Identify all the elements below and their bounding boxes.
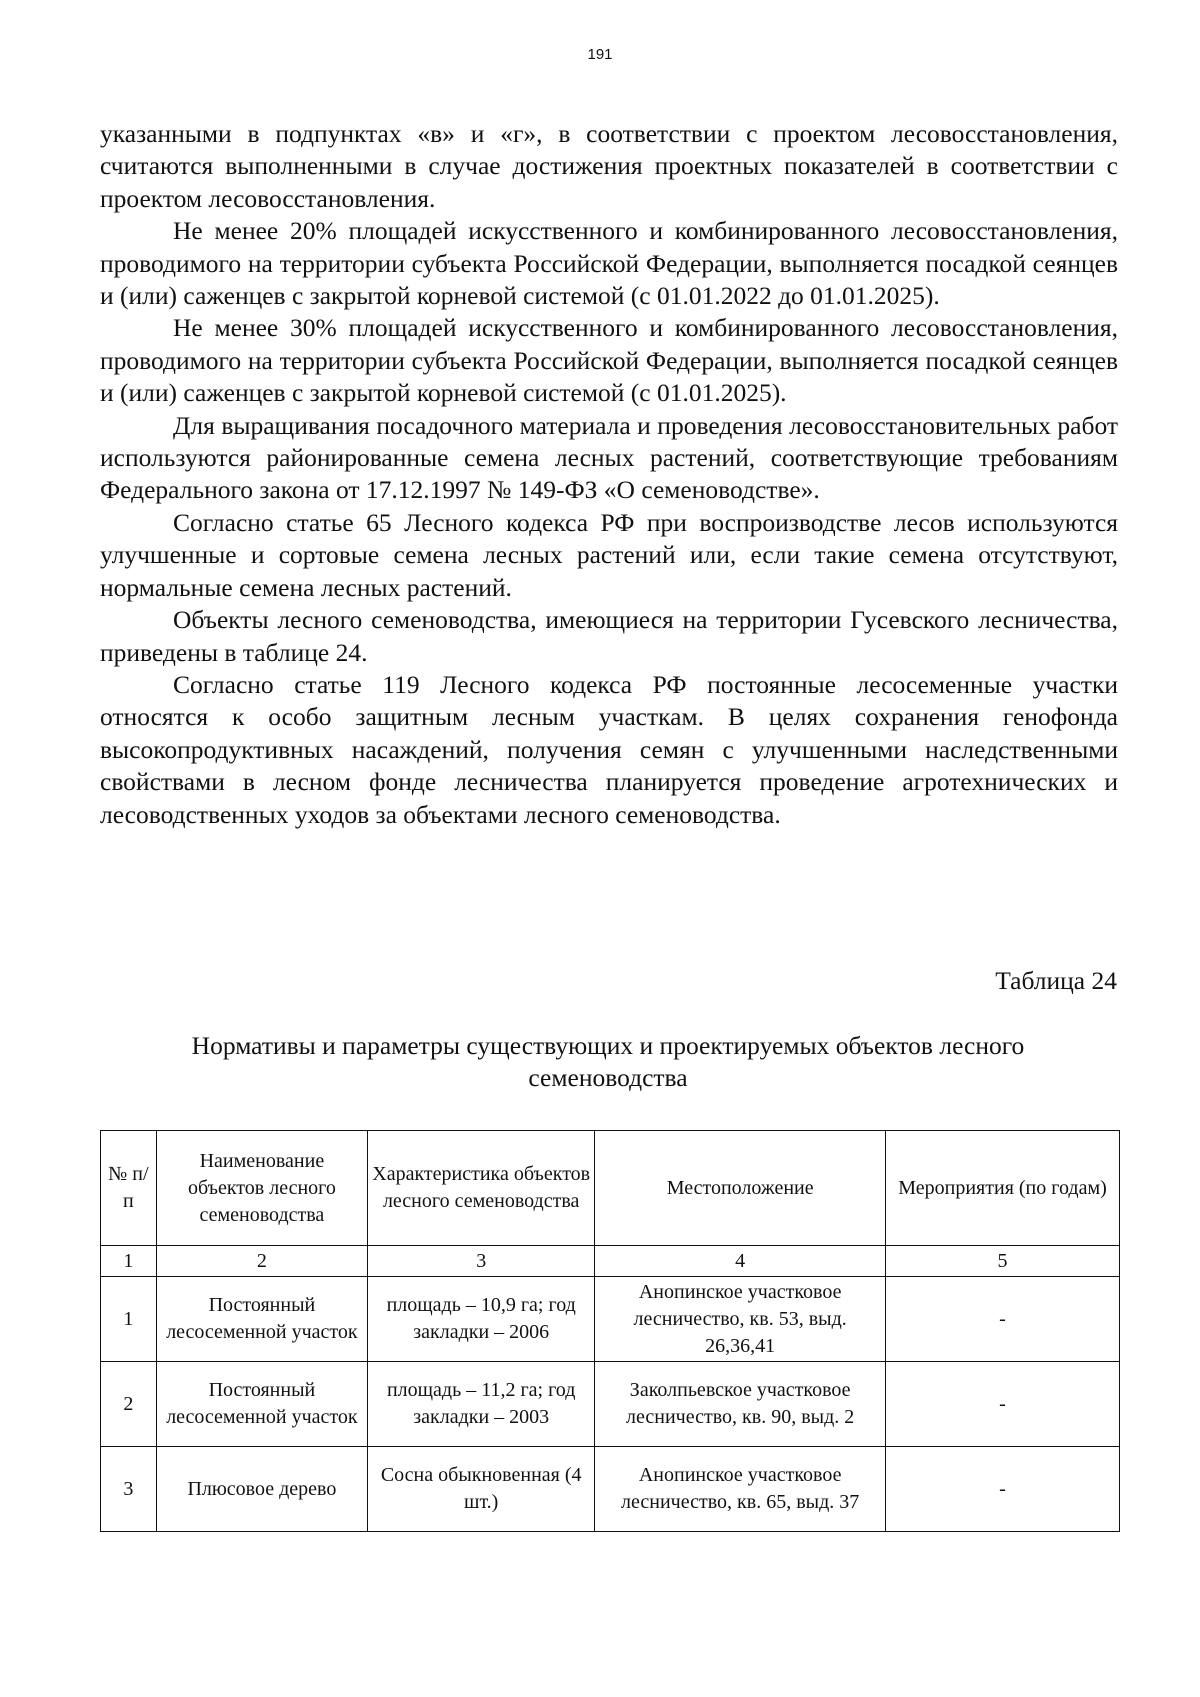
cell-activities: -	[886, 1277, 1120, 1362]
header-name: Наименование объектов лесного семеноводства	[156, 1131, 367, 1246]
cell-activities: -	[886, 1447, 1120, 1532]
cell-number: 2	[101, 1362, 157, 1447]
paragraph: Для выращивания посадочного материала и проведения лесовосстановительных работ используются районированные семена лесных растений, соответствующие требованиям Федерального закона от 17.12.1997 № 149-ФЗ «О семеноводстве».	[100, 410, 1118, 505]
column-number: 5	[886, 1246, 1120, 1277]
column-number: 1	[101, 1246, 157, 1277]
cell-name: Постоянный лесосеменной участок	[156, 1277, 367, 1362]
table-label: Таблица 24	[995, 966, 1117, 995]
cell-location: Заколпьевское участковое лесничество, кв. 90, выд. 2	[595, 1362, 886, 1447]
paragraph: Согласно статье 119 Лесного кодекса РФ постоянные лесосеменные участки относятся к особо защитным лесным участкам. В целях сохранения генофонда высокопродуктивных насаждений, получения семян с улучшенными наследственными свойствами в лесном фонде лесничества планируется проведение агротехнических и лесоводственных уходов за объектами лесного семеноводства.	[100, 669, 1118, 829]
column-number-row	[101, 1246, 1120, 1277]
paragraph: Согласно статье 65 Лесного кодекса РФ при воспроизводстве лесов используются улучшенные и сортовые семена лесных растений или, если такие семена отсутствуют, нормальные семена лесных растений.	[100, 507, 1118, 602]
paragraph: Не менее 20% площадей искусственного и комбинированного лесовосстановления, проводимого на территории субъекта Российской Федерации, выполняется посадкой сеянцев и (или) саженцев с закрытой корневой системой (с 01.01.2022 до 01.01.2025).	[100, 216, 1118, 311]
paragraph: Объекты лесного семеноводства, имеющиеся на территории Гусевского лесничества, приведены в таблице 24.	[100, 605, 1118, 667]
cell-characteristics: площадь – 10,9 га; год закладки – 2006	[368, 1277, 595, 1362]
cell-location: Анопинское участковое лесничество, кв. 65, выд. 37	[595, 1447, 886, 1532]
paragraph: указанными в подпунктах «в» и «г», в соответствии с проектом лесовосстановления, считаются выполненными в случае достижения проектных показателей в соответствии с проектом лесовосстановления.	[100, 119, 1118, 213]
page-number: 191	[587, 46, 613, 63]
table-row	[101, 1277, 1120, 1362]
header-characteristics: Характеристика объектов лесного семеноводства	[368, 1131, 595, 1246]
header-location: Местоположение	[595, 1131, 886, 1246]
column-number: 3	[368, 1246, 595, 1277]
table-title: Нормативы и параметры существующих и проектируемых объектов лесного семеноводства	[191, 1031, 1025, 1092]
header-activities: Мероприятия (по годам)	[886, 1131, 1120, 1246]
cell-activities: -	[886, 1362, 1120, 1447]
cell-number: 3	[101, 1447, 157, 1532]
cell-characteristics: Сосна обыкновенная (4 шт.)	[368, 1447, 595, 1532]
cell-name: Плюсовое дерево	[156, 1447, 367, 1532]
body-text	[100, 118, 1118, 831]
cell-location: Анопинское участковое лесничество, кв. 53, выд. 26,36,41	[595, 1277, 886, 1362]
cell-name: Постоянный лесосеменной участок	[156, 1362, 367, 1447]
paragraph: Не менее 30% площадей искусственного и комбинированного лесовосстановления, проводимого на территории субъекта Российской Федерации, выполняется посадкой сеянцев и (или) саженцев с закрытой корневой системой (с 01.01.2025).	[100, 313, 1118, 408]
table-header-row	[101, 1131, 1120, 1246]
cell-characteristics: площадь – 11,2 га; год закладки – 2003	[368, 1362, 595, 1447]
cell-number: 1	[101, 1277, 157, 1362]
seed-objects-table	[100, 1130, 1120, 1532]
column-number: 4	[595, 1246, 886, 1277]
header-number: № п/п	[101, 1131, 157, 1246]
table-row	[101, 1362, 1120, 1447]
table-row	[101, 1447, 1120, 1532]
column-number: 2	[156, 1246, 367, 1277]
